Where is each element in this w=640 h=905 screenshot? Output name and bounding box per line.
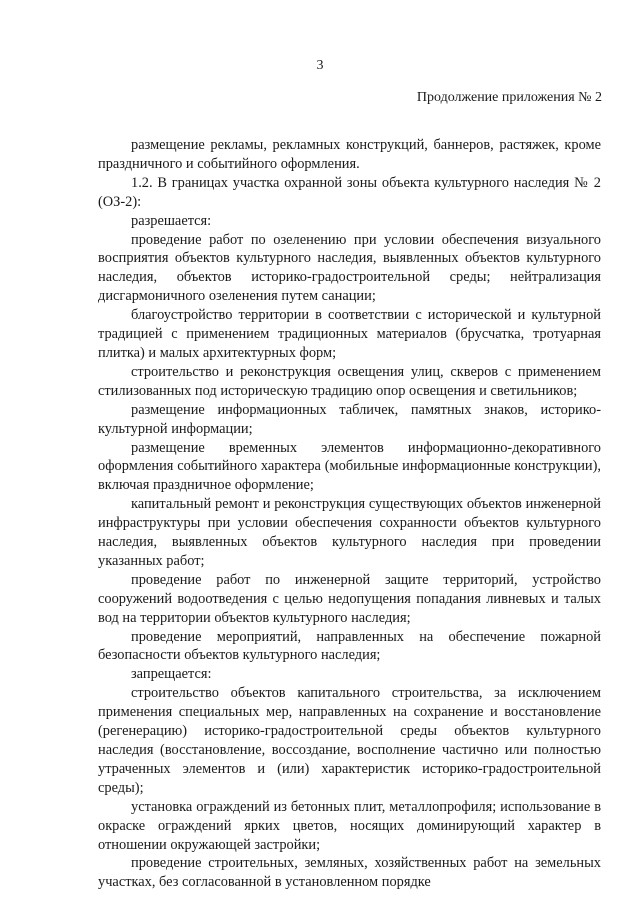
paragraph: размещение временных элементов информационно-декоративного оформления событийного характера (мобильные информационные конструкции), включая праздничное оформление; bbox=[98, 439, 601, 494]
section-heading: 1.2. В границах участка охранной зоны объекта культурного наследия № 2 (ОЗ-2): bbox=[98, 174, 601, 210]
paragraph: строительство объектов капитального строительства, за исключением применения специальных мер, направленных на сохранение и восстановление (регенерацию) историко-градостроительной среды объектов культурного наследия (восстановление, воссоздание, восполнение частично или полностью утраченных элементов и (или) характеристик историко-градостроительной среды); bbox=[98, 685, 601, 796]
paragraph: проведение работ по озеленению при условии обеспечения визуального восприятия объектов культурного наследия, выявленных объектов культурного наследия, объектов историко-градостроительной среды; нейтрализация дисгармоничного озеленения путем санации; bbox=[98, 231, 601, 305]
paragraph: установка ограждений из бетонных плит, металлопрофиля; использование в окраске ограждений ярких цветов, носящих доминирующий характер в отношении окружающей застройки; bbox=[98, 798, 601, 853]
paragraph: проведение строительных, земляных, хозяйственных работ на земельных участках, без согласованной в установленном порядке bbox=[98, 855, 601, 891]
appendix-note: Продолжение приложения № 2 bbox=[416, 90, 602, 105]
paragraph: проведение мероприятий, направленных на обеспечение пожарной безопасности объектов культурного наследия; bbox=[98, 628, 601, 664]
permitted-label: разрешается: bbox=[131, 212, 212, 229]
paragraph: благоустройство территории в соответствии с исторической и культурной традицией с применением традиционных материалов (брусчатка, тротуарная плитка) и малых архитектурных форм; bbox=[98, 307, 601, 361]
paragraph: размещение рекламы, рекламных конструкций, баннеров, растяжек, кроме праздничного и событийного оформления. bbox=[98, 137, 601, 172]
paragraph: проведение работ по инженерной защите территорий, устройство сооружений водоотведения с целью недопущения попадания ливневых и талых вод на территории объектов культурного наследия; bbox=[98, 571, 601, 626]
page-number: 3 bbox=[316, 58, 324, 73]
paragraph: капитальный ремонт и реконструкция существующих объектов инженерной инфраструктуры при условии обеспечения сохранности объектов культурного наследия, выявленных объектов культурного наследия при проведении указанных работ; bbox=[98, 496, 601, 569]
prohibited-label: запрещается: bbox=[131, 666, 212, 683]
paragraph: размещение информационных табличек, памятных знаков, историко-культурной информации; bbox=[98, 401, 601, 437]
document-body bbox=[98, 136, 601, 892]
paragraph: строительство и реконструкция освещения улиц, скверов с применением стилизованных под историческую традицию опор освещения и светильников; bbox=[98, 363, 601, 399]
